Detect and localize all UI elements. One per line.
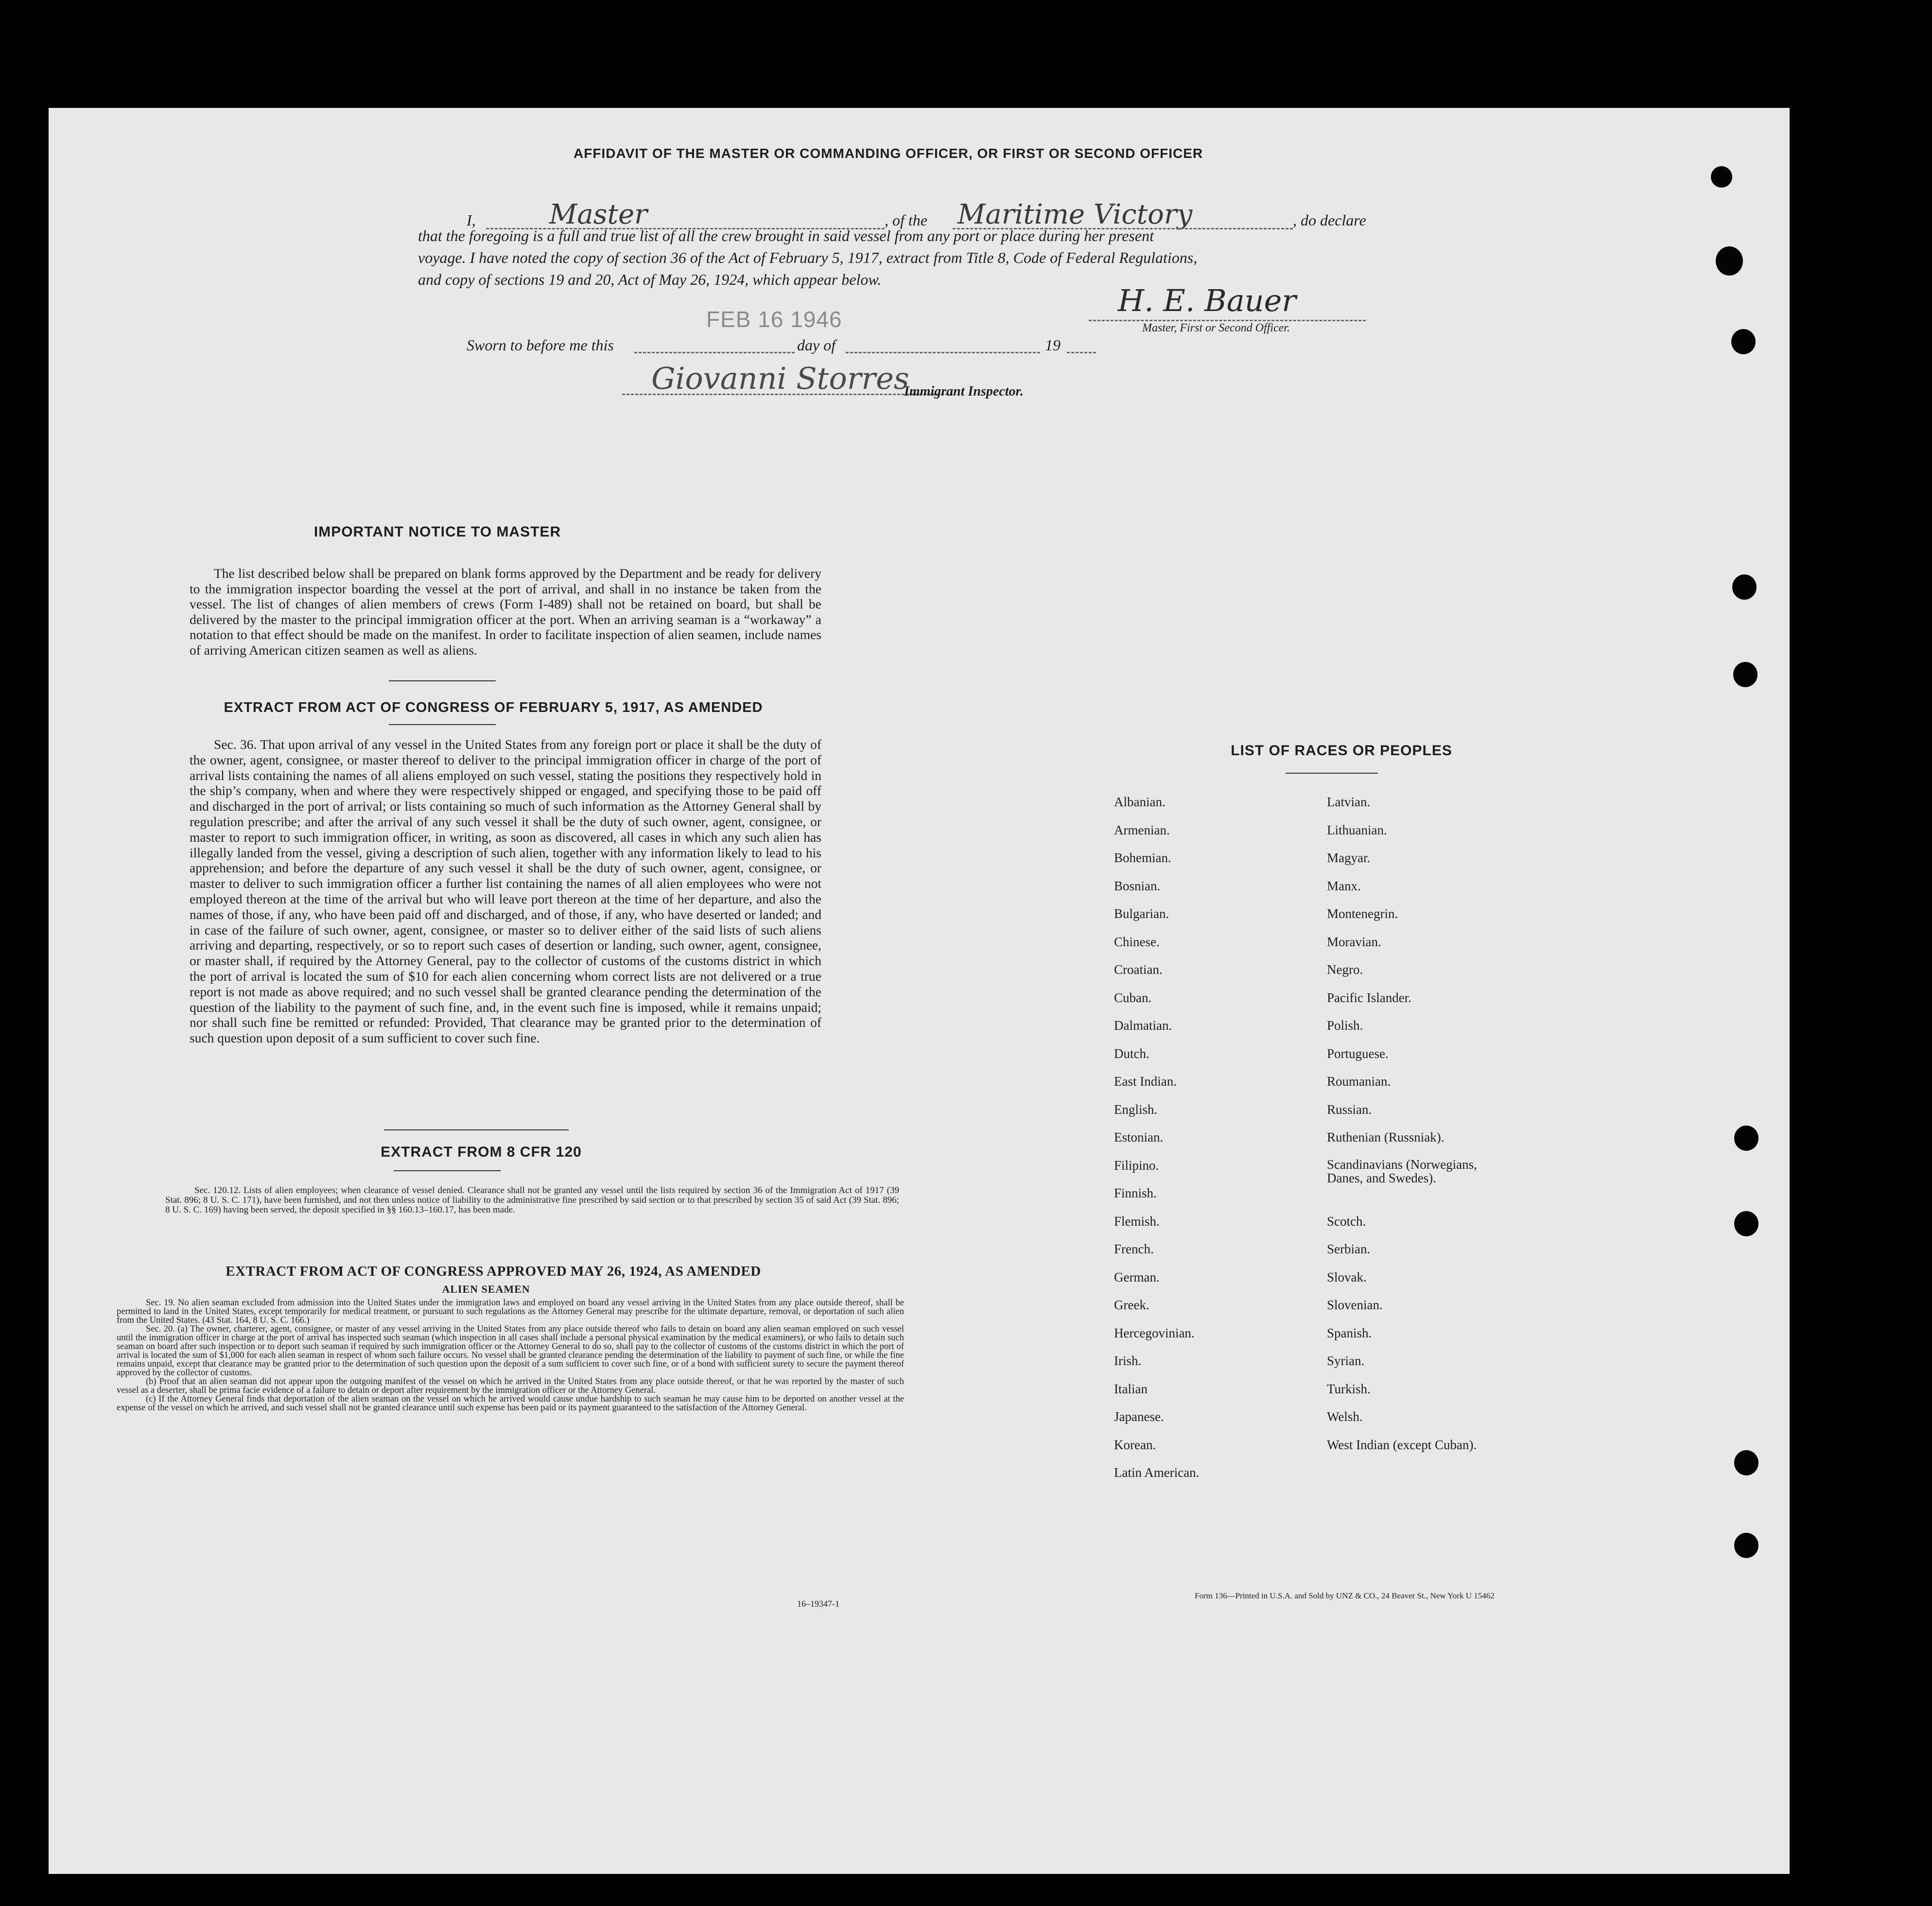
race-item: Russian. xyxy=(1327,1102,1372,1117)
act1924-sec20a: Sec. 20. (a) The owner, charterer, agent, consignee, or master of any vessel arriving in the United States from any place outside thereof who fails to detain on board any alien seaman employed on such vessel until the immigration officer in charge at the port of arrival has inspected such seaman (which inspection in all cases shall include a personal physical examination by the medical examiners), or who fails to detain such seaman on board after such inspection or to deport such seaman if required by such immigration officer or the Attorney General to do so, shall pay to the collector of customs of the customs district in which the port of arrival is located the sum of $1,000 for each alien seaman in respect of whom such failure occurs. No vessel shall be granted clearance pending the determination of the liability to payment of such fine, or while the fine remains unpaid, except that clearance may be granted prior to the determination of such question upon the deposit of a sum sufficient to cover such fine, or of a bond with sufficient surety to secure the payment thereof approved by the collector of customs. xyxy=(117,1324,904,1378)
race-item: Spanish. xyxy=(1327,1325,1372,1340)
binder-hole xyxy=(1716,246,1743,276)
sworn-day-line xyxy=(634,352,795,353)
sworn-year-line xyxy=(1067,352,1096,353)
cfr-underline xyxy=(394,1170,501,1171)
act1924-sec20c: (c) If the Attorney General finds that deportation of the alien seaman on the vessel on which he arrived would cause undue hardship to such seaman he may cause him to be deported on another vessel at the expense of the vessel on which he arrived, and such vessel shall not be granted clearance until such expense has been paid or its payment guaranteed to the satisfaction of the Attorney General. xyxy=(117,1394,904,1413)
act1924-subheading: ALIEN SEAMEN xyxy=(442,1283,530,1295)
affidavit-line4: and copy of sections 19 and 20, Act of May 26, 1924, which appear below. xyxy=(418,271,882,288)
race-item: Bohemian. xyxy=(1114,850,1171,865)
binder-hole xyxy=(1734,1450,1758,1475)
race-item: Croatian. xyxy=(1114,962,1163,977)
do-declare-label: , do declare xyxy=(1293,211,1366,229)
affidavit-i-prefix: I, xyxy=(467,211,476,229)
race-item: Cuban. xyxy=(1114,990,1152,1005)
race-item: Syrian. xyxy=(1327,1353,1365,1368)
binder-hole xyxy=(1734,1126,1758,1151)
act1924-heading: EXTRACT FROM ACT OF CONGRESS APPROVED MAY 26, 1924, AS AMENDED xyxy=(226,1264,761,1279)
sworn-line xyxy=(467,336,1166,361)
race-item: Dutch. xyxy=(1114,1046,1149,1061)
race-item: Serbian. xyxy=(1327,1242,1371,1256)
date-stamp: FEB 16 1946 xyxy=(706,307,842,332)
race-item: German. xyxy=(1114,1269,1160,1284)
sworn-month-line xyxy=(846,352,1040,353)
affidavit-line2: that the foregoing is a full and true list of all the crew brought in said vessel from any port or place during her present xyxy=(418,227,1154,244)
affidavit-line3: voyage. I have noted the copy of section 36 of the Act of February 5, 1917, extract from Title 8, Code of Federal Regulations, xyxy=(418,249,1198,266)
race-item: Manx. xyxy=(1327,878,1361,893)
binder-hole xyxy=(1734,1211,1758,1236)
master-name-handwriting: Master xyxy=(549,199,647,230)
act1917-underline xyxy=(389,724,496,725)
notice-text: The list described below shall be prepared on blank forms approved by the Department and be ready for delivery to the immigration inspector boarding the vessel at the port of arrival, and shall in no instance be taken from the vessel. The list of changes of alien members of crews (Form I-489) shall not be retained on board, but shall be delivered by the master to the principal immigration officer at the port. When an arriving seaman is a “workaway” a notation to that effect should be made on the manifest. In order to facilitate inspection of alien seamen, include names of arriving American citizen seamen as well as aliens. xyxy=(190,566,821,658)
race-item: Bosnian. xyxy=(1114,878,1161,893)
race-item: Negro. xyxy=(1327,962,1363,977)
race-item: Latin American. xyxy=(1114,1465,1200,1480)
inspector-signature-line xyxy=(622,394,953,395)
races-heading: LIST OF RACES OR PEOPLES xyxy=(1231,743,1452,759)
race-item: Italian xyxy=(1114,1381,1148,1396)
race-item: Slovak. xyxy=(1327,1269,1367,1284)
race-item: Irish. xyxy=(1114,1353,1142,1368)
race-item: Armenian. xyxy=(1114,822,1170,837)
race-item: East Indian. xyxy=(1114,1074,1177,1089)
race-item: French. xyxy=(1114,1242,1154,1256)
races-underline xyxy=(1286,773,1378,774)
race-item: English. xyxy=(1114,1102,1158,1117)
race-item: Turkish. xyxy=(1327,1381,1371,1396)
races-column-2 xyxy=(1327,788,1570,1459)
race-item: Flemish. xyxy=(1114,1213,1160,1229)
sworn-prefix: Sworn to before me this xyxy=(467,336,614,354)
cfr-text: Sec. 120.12. Lists of alien employees; when clearance of vessel denied. Clearance shall not be granted any vessel until the lists required by section 36 of the Immigration Act of 1917 (39 Stat. 896; 8 U. S. C. 171), have been furnished, and not then unless notice of liability to the administrative fine prescribed by said section or to that prescribed by section 35 of said Act (39 Stat. 896; 8 U. S. C. 169) having been served, the deposit specified in §§ 160.13–160.17, has been made. xyxy=(165,1185,899,1215)
master-caption: Master, First or Second Officer. xyxy=(1142,322,1290,334)
of-the-label: , of the xyxy=(885,211,927,229)
form-printer-line: Form 136—Printed in U.S.A. and Sold by UNZ & CO., 24 Beaver St., New York U 15462 xyxy=(1195,1591,1495,1600)
race-item: Bulgarian. xyxy=(1114,906,1169,921)
binder-hole xyxy=(1711,166,1732,188)
race-item: Lithuanian. xyxy=(1327,822,1387,837)
binder-hole xyxy=(1731,329,1756,354)
notice-heading: IMPORTANT NOTICE TO MASTER xyxy=(313,524,561,540)
act1924-sec19: Sec. 19. No alien seaman excluded from admission into the United States under the immigration laws and employed on board any vessel arriving in the United States from any place outside thereof, shall be permitted to land in the United States, except temporarily for medical treatment, or pursuant to such regulations as the Attorney General may prescribe for the ultimate departure, removal, or deportation of such alien from the United States. (43 Stat. 164, 8 U. S. C. 166.) xyxy=(117,1298,904,1325)
master-signature: H. E. Bauer xyxy=(1118,283,1296,318)
race-item: Roumanian. xyxy=(1327,1074,1391,1089)
race-item: Latvian. xyxy=(1327,795,1371,809)
sworn-day-label: day of xyxy=(797,336,836,354)
act1924-code: 16–19347-1 xyxy=(797,1599,839,1609)
race-item: Japanese. xyxy=(1114,1409,1164,1424)
race-item: Scandinavians (Norwegians, Danes, and Swedes). xyxy=(1327,1157,1477,1185)
race-item: Dalmatian. xyxy=(1114,1018,1172,1033)
act1917-heading: EXTRACT FROM ACT OF CONGRESS OF FEBRUARY 5, 1917, AS AMENDED xyxy=(224,700,763,715)
binder-hole xyxy=(1733,662,1758,687)
race-item: Chinese. xyxy=(1114,934,1160,949)
act1924-body xyxy=(117,1299,904,1412)
race-item: Polish. xyxy=(1327,1018,1363,1033)
notice-divider xyxy=(389,680,496,681)
race-item: Portuguese. xyxy=(1327,1046,1389,1061)
race-item: Finnish. xyxy=(1114,1186,1157,1200)
race-item: Hercegovinian. xyxy=(1114,1325,1195,1340)
race-item: West Indian (except Cuban). xyxy=(1327,1437,1477,1452)
master-signature-line xyxy=(1089,320,1366,321)
cfr-heading: EXTRACT FROM 8 CFR 120 xyxy=(381,1144,582,1160)
race-item: Welsh. xyxy=(1327,1409,1363,1424)
races-column-1 xyxy=(1114,788,1308,1487)
race-item: Scotch. xyxy=(1327,1213,1366,1229)
race-item: Estonian. xyxy=(1114,1130,1164,1144)
act1924-sec20b: (b) Proof that an alien seaman did not appear upon the outgoing manifest of the vessel on which he arrived in the United States from any place outside thereof, or that he was reported by the master of such vessel as a deserter, shall be prima facie evidence of a failure to detain or deport after requirement by the immigration officer or the Attorney General. xyxy=(117,1377,904,1395)
race-item: Moravian. xyxy=(1327,934,1381,949)
race-item: Montenegrin. xyxy=(1327,906,1398,921)
form-page xyxy=(49,108,1790,1874)
race-item: Pacific Islander. xyxy=(1327,990,1411,1005)
inspector-signature: Giovanni Storres xyxy=(651,361,909,396)
sworn-year-label: 19 xyxy=(1045,336,1061,354)
race-item: Albanian. xyxy=(1114,795,1166,809)
race-item: Magyar. xyxy=(1327,850,1371,865)
binder-hole xyxy=(1734,1533,1758,1558)
race-item: Slovenian. xyxy=(1327,1298,1383,1312)
race-item: Ruthenian (Russniak). xyxy=(1327,1130,1445,1144)
act1917-text: Sec. 36. That upon arrival of any vessel in the United States from any foreign port or place it shall be the duty of the owner, agent, consignee, or master thereof to deliver to the principal immigration officer in charge of the port of arrival lists containing the names of all aliens employed on such vessel, stating the positions they respectively hold in the ship’s company, when and where they were respectively shipped or engaged, and specifying those to be paid off and discharged in the port of arrival; or lists containing so much of such information as the Attorney General shall by regulation prescribe; and after the arrival of any such vessel it shall be the duty of such owner, agent, consignee, or master to report to such immigration officer, in writing, as soon as discovered, all cases in which any such alien has illegally landed from the vessel, giving a description of such alien, together with any information likely to lead to his apprehension; and before the departure of any such vessel it shall be the duty of such owner, agent, consignee, or master to deliver to such immigration officer a further list containing the names of all alien employees who were not employed thereon at the time of the arrival but who will leave port thereon at the time of her departure, and also the names of those, if any, who have been paid off and discharged, and of those, if any, who have deserted or landed; and in case of the failure of such owner, agent, consignee, or master so to deliver either of the said lists of such aliens arriving and departing, respectively, or so to report such cases of desertion or landing, such owner, agent, consignee, or master shall, if required by the Attorney General, pay to the collector of customs of the customs district in which the port of arrival is located the sum of $10 for each alien concerning whom correct lists are not delivered or a true report is not made as above required; and no such vessel shall be granted clearance pending the determination of the question of the liability to the payment of such fine, and, in the event such fine is imposed, while it remains unpaid; nor shall such fine be remitted or refunded: Provided, That clearance may be granted prior to the determination of such question upon deposit of a sum sufficient to cover such fine. xyxy=(190,737,821,1046)
race-item: Filipino. xyxy=(1114,1158,1159,1173)
vessel-name-handwriting: Maritime Victory xyxy=(957,199,1193,230)
inspector-caption: Immigrant Inspector. xyxy=(904,384,1024,399)
race-item: Greek. xyxy=(1114,1298,1149,1312)
act1917-divider xyxy=(384,1129,569,1130)
binder-hole xyxy=(1732,574,1757,600)
race-item: Korean. xyxy=(1114,1437,1156,1452)
affidavit-heading: AFFIDAVIT OF THE MASTER OR COMMANDING OFFICER, OR FIRST OR SECOND OFFICER xyxy=(574,146,1203,161)
